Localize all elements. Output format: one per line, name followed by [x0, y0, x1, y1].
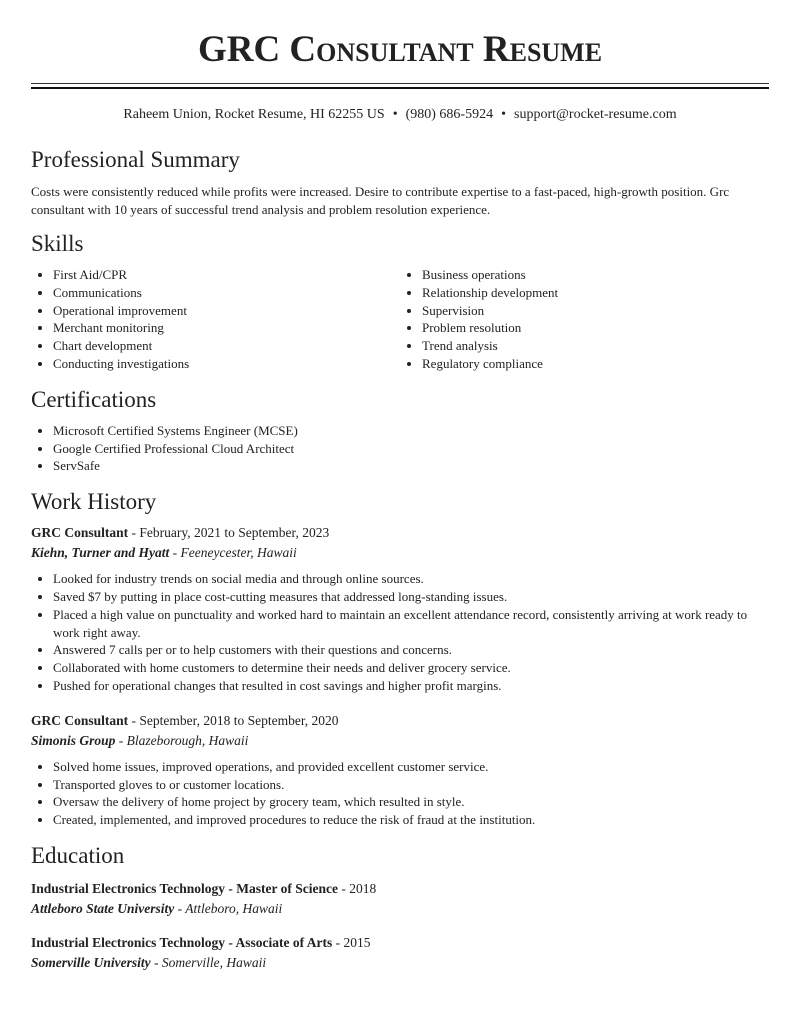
- work-history-heading: Work History: [31, 489, 157, 515]
- skills-list-left: [31, 266, 400, 373]
- skill-item: • First Aid/CPR: [53, 266, 400, 284]
- job-company-line: [31, 543, 769, 563]
- job-bullets: [31, 758, 769, 829]
- skill-item: • Supervision: [422, 302, 769, 320]
- skill-item: • Relationship development: [422, 284, 769, 302]
- skill-item: • Business operations: [422, 266, 769, 284]
- contact-address: Raheem Union, Rocket Resume, HI 62255 US: [123, 107, 385, 122]
- contact-email[interactable]: support@rocket-resume.com: [514, 107, 677, 122]
- certification-item: • ServSafe: [53, 457, 769, 475]
- education-entry: [31, 879, 769, 919]
- job-bullet: • Created, implemented, and improved procedures to reduce the risk of fraud at the institution.: [53, 811, 769, 829]
- school-line: [31, 953, 769, 973]
- job-bullet: • Solved home issues, improved operations, and provided excellent customer service.: [53, 758, 769, 776]
- dash: -: [150, 954, 162, 970]
- skill-item: • Problem resolution: [422, 319, 769, 337]
- job-bullets: [31, 570, 769, 695]
- certification-item: • Microsoft Certified Systems Engineer (MCSE): [53, 422, 769, 440]
- dash: -: [338, 880, 350, 896]
- dash: -: [174, 900, 186, 916]
- job-bullet: • Answered 7 calls per or to help customers with their questions and concerns.: [53, 641, 769, 659]
- summary-text: Costs were consistently reduced while profits were increased. Desire to contribute expertise to a fast-paced, high-growth position. Grc consultant with 10 years of successful trend analysis and problem resolution experience.: [31, 184, 730, 217]
- school-name: Somerville University: [31, 954, 151, 970]
- skill-item: • Communications: [53, 284, 400, 302]
- job-bullet: • Transported gloves to or customer locations.: [53, 776, 769, 794]
- header-divider-thick: [31, 87, 769, 89]
- education-entry: [31, 933, 769, 973]
- job-company: Simonis Group: [31, 732, 116, 748]
- skill-item: • Operational improvement: [53, 302, 400, 320]
- job-bullet: • Oversaw the delivery of home project by grocery team, which resulted in style.: [53, 793, 769, 811]
- skills-grid: [31, 266, 769, 373]
- job-dates: September, 2018 to September, 2020: [139, 712, 339, 728]
- dash: -: [115, 732, 127, 748]
- certifications-list: [31, 422, 769, 475]
- job-company-line: [31, 731, 769, 751]
- skill-item: • Merchant monitoring: [53, 319, 400, 337]
- skill-item: • Trend analysis: [422, 337, 769, 355]
- skills-section: [31, 230, 769, 373]
- job-title: GRC Consultant: [31, 712, 129, 728]
- summary-section: [31, 146, 769, 219]
- header-divider-thin: [31, 83, 769, 84]
- dash: -: [332, 934, 344, 950]
- job-entry: [31, 523, 769, 695]
- job-title-line: [31, 711, 769, 731]
- certifications-section: [31, 386, 769, 475]
- skill-item: • Regulatory compliance: [422, 355, 769, 373]
- bullet-separator-icon: •: [392, 107, 398, 122]
- education-heading: Education: [31, 842, 125, 868]
- degree: Industrial Electronics Technology - Master of Science: [31, 880, 338, 896]
- job-location: Feeneycester, Hawaii: [180, 545, 297, 561]
- dash: -: [128, 712, 140, 728]
- school-line: [31, 899, 769, 919]
- skills-list-right: [400, 266, 769, 373]
- job-bullet: • Pushed for operational changes that resulted in cost savings and higher profit margins.: [53, 677, 769, 695]
- school-name: Attleboro State University: [31, 900, 175, 916]
- school-location: Somerville, Hawaii: [161, 954, 267, 970]
- dash: -: [169, 545, 181, 561]
- dash: -: [128, 525, 140, 541]
- certification-item: • Google Certified Professional Cloud Architect: [53, 440, 769, 458]
- degree-line: [31, 879, 769, 899]
- skills-heading: Skills: [31, 231, 84, 256]
- bullet-separator-icon: •: [501, 107, 507, 122]
- contact-line: [31, 105, 769, 125]
- job-bullet: • Saved $7 by putting in place cost-cutting measures that addressed long-standing issues.: [53, 588, 769, 606]
- job-bullet: • Collaborated with home customers to determine their needs and deliver grocery service.: [53, 659, 769, 677]
- degree: Industrial Electronics Technology - Associate of Arts: [31, 934, 333, 950]
- job-bullet: • Looked for industry trends on social media and through online sources.: [53, 570, 769, 588]
- job-title-line: [31, 523, 769, 543]
- skill-item: • Chart development: [53, 337, 400, 355]
- graduation-year: 2018: [349, 880, 377, 896]
- graduation-year: 2015: [343, 934, 371, 950]
- job-entry: [31, 711, 769, 829]
- job-bullet: • Placed a high value on punctuality and worked hard to maintain an excellent attendance record, consistently arriving at work ready to work right away.: [53, 606, 769, 642]
- work-history-section: [31, 488, 769, 829]
- resume-title: GRC Consultant Resume: [197, 29, 603, 70]
- certifications-heading: Certifications: [31, 386, 157, 412]
- summary-heading: Professional Summary: [31, 147, 240, 172]
- job-title: GRC Consultant: [31, 525, 129, 541]
- skill-item: • Conducting investigations: [53, 355, 400, 373]
- job-location: Blazeborough, Hawaii: [126, 732, 249, 748]
- contact-phone: (980) 686-5924: [405, 107, 494, 122]
- education-section: [31, 842, 769, 973]
- degree-line: [31, 933, 769, 953]
- school-location: Attleboro, Hawaii: [185, 900, 283, 916]
- job-dates: February, 2021 to September, 2023: [139, 525, 330, 541]
- job-company: Kiehn, Turner and Hyatt: [31, 545, 170, 561]
